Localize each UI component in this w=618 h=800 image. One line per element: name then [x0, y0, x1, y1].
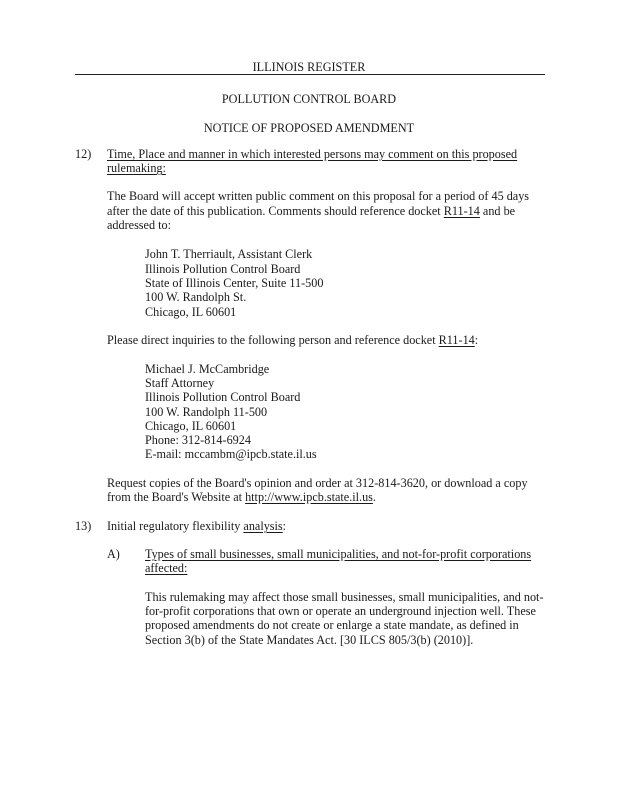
- inquiry-paragraph: [107, 333, 478, 347]
- subitem-a-heading-line1: Types of small businesses, small municipalities, and not-for-profit corporations: [145, 547, 532, 561]
- notice-title: NOTICE OF PROPOSED AMENDMENT: [203, 121, 415, 135]
- docket-number: R11-14: [438, 333, 475, 347]
- request-text: from the Board's Website at: [107, 490, 246, 504]
- contact-line: Chicago, IL 60601: [145, 419, 237, 433]
- comment-paragraph-line2: [107, 204, 515, 218]
- paragraph-line: Section 3(b) of the State Mandates Act. [30 ILCS 805/3(b) (2010)].: [145, 633, 474, 647]
- paragraph-line: for-profit corporations that own or operate an underground injection well. These: [145, 604, 536, 618]
- address-line: Chicago, IL 60601: [145, 305, 237, 319]
- contact-line: Illinois Pollution Control Board: [145, 390, 301, 404]
- board-title: POLLUTION CONTROL BOARD: [221, 92, 397, 106]
- item-13-heading-text: Initial regulatory flexibility: [107, 519, 244, 533]
- subitem-a-label: A): [107, 547, 120, 561]
- item-12-heading-line2: rulemaking:: [107, 161, 166, 175]
- contact-line: Staff Attorney: [145, 376, 215, 390]
- item-12-number: 12): [75, 147, 92, 161]
- item-12-heading-line1: Time, Place and manner in which interested persons may comment on this proposed: [107, 147, 518, 161]
- docket-number: R11-14: [443, 204, 480, 218]
- item-13-heading-underlined: analysis: [243, 519, 283, 533]
- inquiry-text: Please direct inquiries to the following person and reference docket: [107, 333, 439, 347]
- register-title: ILLINOIS REGISTER: [252, 60, 366, 74]
- header-rule: [75, 74, 545, 75]
- comment-paragraph-tail: and be: [479, 204, 516, 218]
- request-paragraph-line1: Request copies of the Board's opinion and order at 312-814-3620, or download a copy: [107, 476, 528, 490]
- subitem-a-heading-line2: affected:: [145, 561, 188, 575]
- request-paragraph-line2: [107, 490, 376, 504]
- contact-email: E-mail: mccambm@ipcb.state.il.us: [145, 447, 317, 461]
- contact-line: 100 W. Randolph 11-500: [145, 405, 268, 419]
- item-13-number: 13): [75, 519, 92, 533]
- item-13-heading-tail: :: [282, 519, 287, 533]
- address-line: 100 W. Randolph St.: [145, 290, 247, 304]
- comment-paragraph-text: after the date of this publication. Comments should reference docket: [107, 204, 444, 218]
- address-line: John T. Therriault, Assistant Clerk: [145, 247, 313, 261]
- address-line: Illinois Pollution Control Board: [145, 262, 301, 276]
- request-tail: .: [372, 490, 376, 504]
- board-website-link[interactable]: http://www.ipcb.state.il.us: [245, 490, 373, 504]
- address-line: State of Illinois Center, Suite 11-500: [145, 276, 324, 290]
- contact-line: Michael J. McCambridge: [145, 362, 270, 376]
- item-13-heading: [107, 519, 286, 533]
- paragraph-line: proposed amendments do not create or enlarge a state mandate, as defined in: [145, 618, 519, 632]
- paragraph-line: This rulemaking may affect those small businesses, small municipalities, and not-: [145, 590, 544, 604]
- inquiry-tail: :: [474, 333, 479, 347]
- contact-phone: Phone: 312-814-6924: [145, 433, 251, 447]
- comment-paragraph-line1: The Board will accept written public comment on this proposal for a period of 45 days: [107, 189, 530, 203]
- comment-paragraph-line3: addressed to:: [107, 218, 171, 232]
